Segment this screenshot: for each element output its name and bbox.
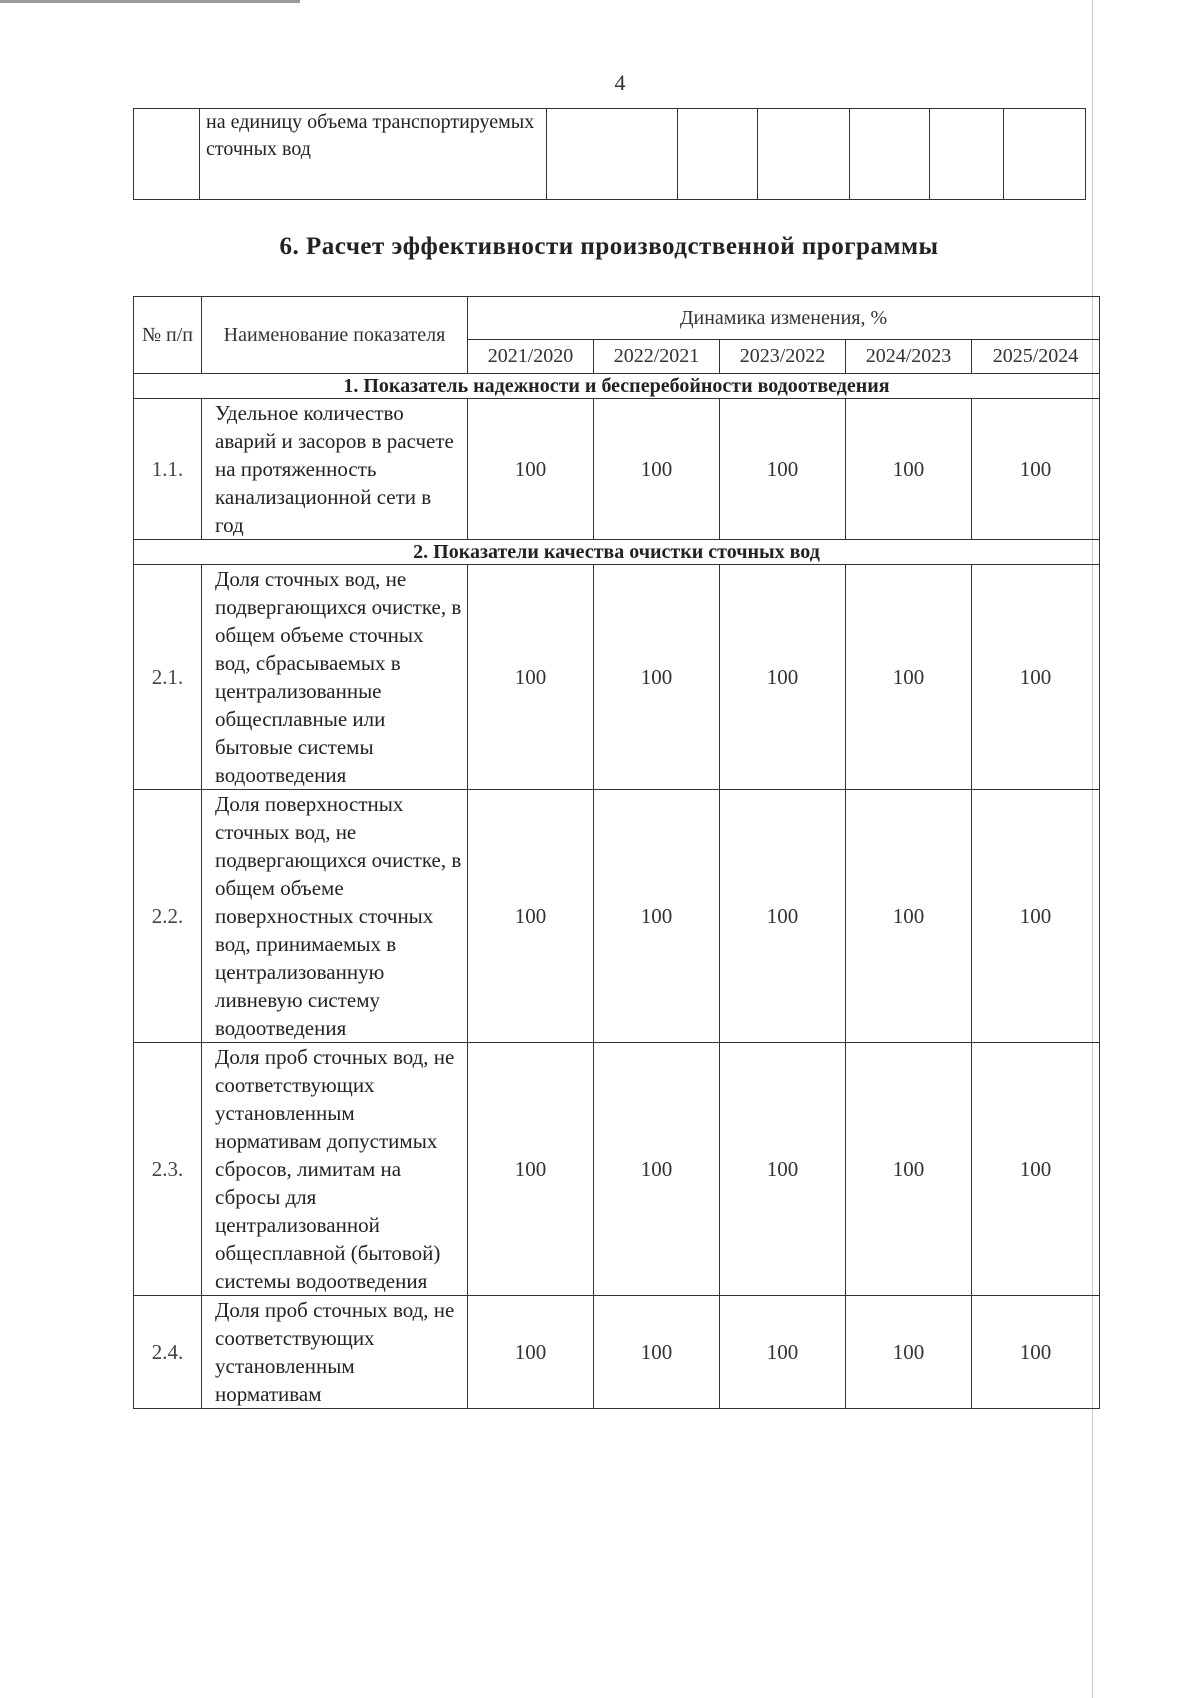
indicator-name: Доля поверхностных сточных вод, не подвергающихся очистке, в общем объеме поверхностных сточных вод, принимаемых в централизованную ливневую систему водоотведения (202, 790, 468, 1043)
scan-artifact-line (0, 0, 300, 3)
dynamics-value: 100 (720, 790, 846, 1043)
dynamics-value: 100 (720, 399, 846, 540)
group-title: 2. Показатели качества очистки сточных вод (134, 540, 1100, 565)
empty-cell (758, 109, 850, 200)
efficiency-table (133, 296, 1100, 1409)
header-no: № п/п (134, 297, 202, 374)
dynamics-value: 100 (468, 565, 594, 790)
dynamics-value: 100 (720, 1043, 846, 1296)
indicator-name: Доля проб сточных вод, не соответствующих установленным нормативам (202, 1296, 468, 1409)
table-row (134, 1043, 1100, 1296)
row-number: 2.1. (134, 565, 202, 790)
page-number: 4 (614, 70, 626, 95)
empty-cell (1004, 109, 1086, 200)
dynamics-value: 100 (972, 399, 1100, 540)
dynamics-value: 100 (846, 1043, 972, 1296)
header-dynamics: Динамика изменения, % (468, 297, 1100, 340)
header-name: Наименование показателя (202, 297, 468, 374)
empty-cell (930, 109, 1004, 200)
dynamics-value: 100 (972, 1043, 1100, 1296)
continuation-name-cell: на единицу объема транспортируемых сточных вод (200, 109, 547, 200)
continuation-no-cell (134, 109, 200, 200)
indicator-name: Доля проб сточных вод, не соответствующих установленным нормативам допустимых сбросов, лимитам на сбросы для централизованной общесплавной (бытовой) системы водоотведения (202, 1043, 468, 1296)
dynamics-value: 100 (846, 1296, 972, 1409)
indicator-name: Доля сточных вод, не подвергающихся очистке, в общем объеме сточных вод, сбрасываемых в централизованные общесплавные или бытовые системы водоотведения (202, 565, 468, 790)
table-row (134, 790, 1100, 1043)
header-period: 2022/2021 (594, 339, 720, 373)
dynamics-value: 100 (846, 565, 972, 790)
row-number: 2.4. (134, 1296, 202, 1409)
group-row (134, 374, 1100, 399)
dynamics-value: 100 (594, 399, 720, 540)
row-number: 2.2. (134, 790, 202, 1043)
dynamics-value: 100 (468, 399, 594, 540)
table-row (134, 1296, 1100, 1409)
dynamics-value: 100 (468, 1043, 594, 1296)
empty-cell (547, 109, 678, 200)
indicator-name: Удельное количество аварий и засоров в расчете на протяженность канализационной сети в год (202, 399, 468, 540)
header-period: 2024/2023 (846, 339, 972, 373)
row-number: 1.1. (134, 399, 202, 540)
dynamics-value: 100 (468, 790, 594, 1043)
group-row (134, 540, 1100, 565)
dynamics-value: 100 (468, 1296, 594, 1409)
empty-cell (850, 109, 930, 200)
dynamics-value: 100 (846, 399, 972, 540)
empty-cell (678, 109, 758, 200)
header-row (134, 297, 1100, 340)
group-title: 1. Показатель надежности и бесперебойности водоотведения (134, 374, 1100, 399)
header-period: 2025/2024 (972, 339, 1100, 373)
header-period: 2023/2022 (720, 339, 846, 373)
dynamics-value: 100 (594, 565, 720, 790)
dynamics-value: 100 (972, 790, 1100, 1043)
header-period: 2021/2020 (468, 339, 594, 373)
dynamics-value: 100 (846, 790, 972, 1043)
dynamics-value: 100 (594, 1296, 720, 1409)
continuation-row (134, 109, 1086, 200)
continuation-table (133, 108, 1086, 200)
table-row (134, 565, 1100, 790)
dynamics-value: 100 (720, 565, 846, 790)
table-row (134, 399, 1100, 540)
section-title: 6. Расчет эффективности производственной программы (279, 233, 939, 260)
dynamics-value: 100 (594, 790, 720, 1043)
dynamics-value: 100 (972, 1296, 1100, 1409)
dynamics-value: 100 (720, 1296, 846, 1409)
dynamics-value: 100 (972, 565, 1100, 790)
dynamics-value: 100 (594, 1043, 720, 1296)
row-number: 2.3. (134, 1043, 202, 1296)
